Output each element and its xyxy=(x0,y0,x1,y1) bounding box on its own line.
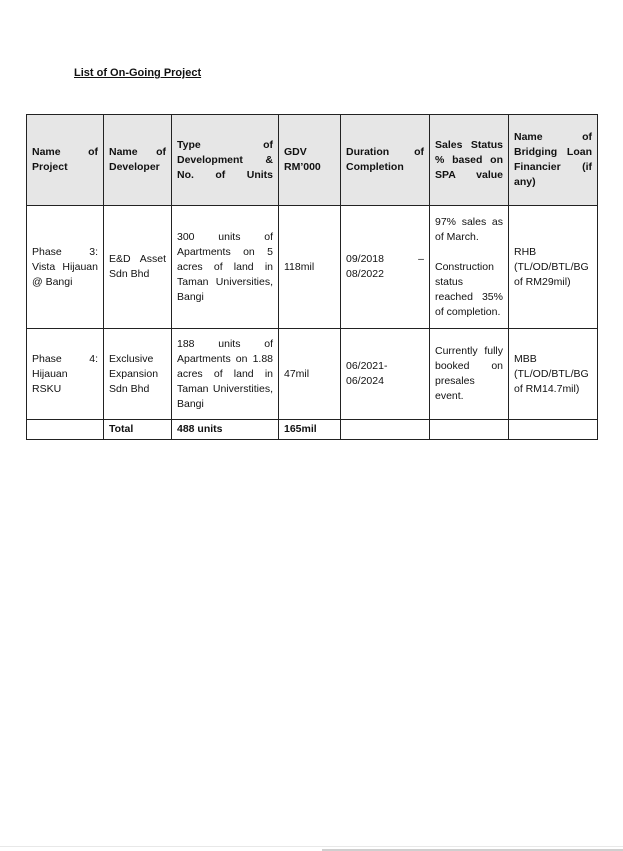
cell-project: Phase 3: Vista Hijauan @ Bangi xyxy=(27,206,104,329)
page-bottom-divider xyxy=(0,846,623,847)
header-name-of-project: Name of Project xyxy=(27,115,104,206)
sales-status-line: 97% sales as of March. xyxy=(435,215,503,243)
cell-empty xyxy=(341,420,430,440)
total-row xyxy=(27,420,598,440)
cell-gdv: 118mil xyxy=(279,206,341,329)
header-financier: Name of Bridging Loan Financier (if any) xyxy=(509,115,598,206)
cell-financier: RHB (TL/OD/BTL/BG of RM29mil) xyxy=(509,206,598,329)
cell-developer: E&D Asset Sdn Bhd xyxy=(104,206,172,329)
total-gdv: 165mil xyxy=(279,420,341,440)
cell-project: Phase 4: Hijauan RSKU xyxy=(27,329,104,420)
table-header-row xyxy=(27,115,598,206)
cell-sales-status xyxy=(430,206,509,329)
header-sales-status: Sales Status % based on SPA value xyxy=(430,115,509,206)
cell-empty xyxy=(27,420,104,440)
header-type-of-development: Type of Development & No. of Units xyxy=(172,115,279,206)
table-row xyxy=(27,329,598,420)
cell-sales-status xyxy=(430,329,509,420)
page-title: List of On-Going Project xyxy=(74,67,202,79)
cell-gdv: 47mil xyxy=(279,329,341,420)
cell-empty xyxy=(509,420,598,440)
cell-empty xyxy=(430,420,509,440)
header-gdv: GDV RM’000 xyxy=(279,115,341,206)
cell-financier: MBB (TL/OD/BTL/BG of RM14.7mil) xyxy=(509,329,598,420)
projects-table xyxy=(26,114,598,440)
header-name-of-developer: Name of Developer xyxy=(104,115,172,206)
sales-status-line: Construction status reached 35% of completion. xyxy=(435,260,503,318)
total-units: 488 units xyxy=(172,420,279,440)
total-label: Total xyxy=(104,420,172,440)
table-row xyxy=(27,206,598,329)
cell-development: 188 units of Apartments on 1.88 acres of land in Taman Universtities, Bangi xyxy=(172,329,279,420)
sales-status-line: Currently fully booked on presales event. xyxy=(435,345,503,402)
header-duration: Duration of Completion xyxy=(341,115,430,206)
cell-duration: 06/2021- 06/2024 xyxy=(341,329,430,420)
cell-developer: Exclusive Expansion Sdn Bhd xyxy=(104,329,172,420)
cell-development: 300 units of Apartments on 5 acres of land in Taman Universities, Bangi xyxy=(172,206,279,329)
cell-duration: 09/2018 – 08/2022 xyxy=(341,206,430,329)
